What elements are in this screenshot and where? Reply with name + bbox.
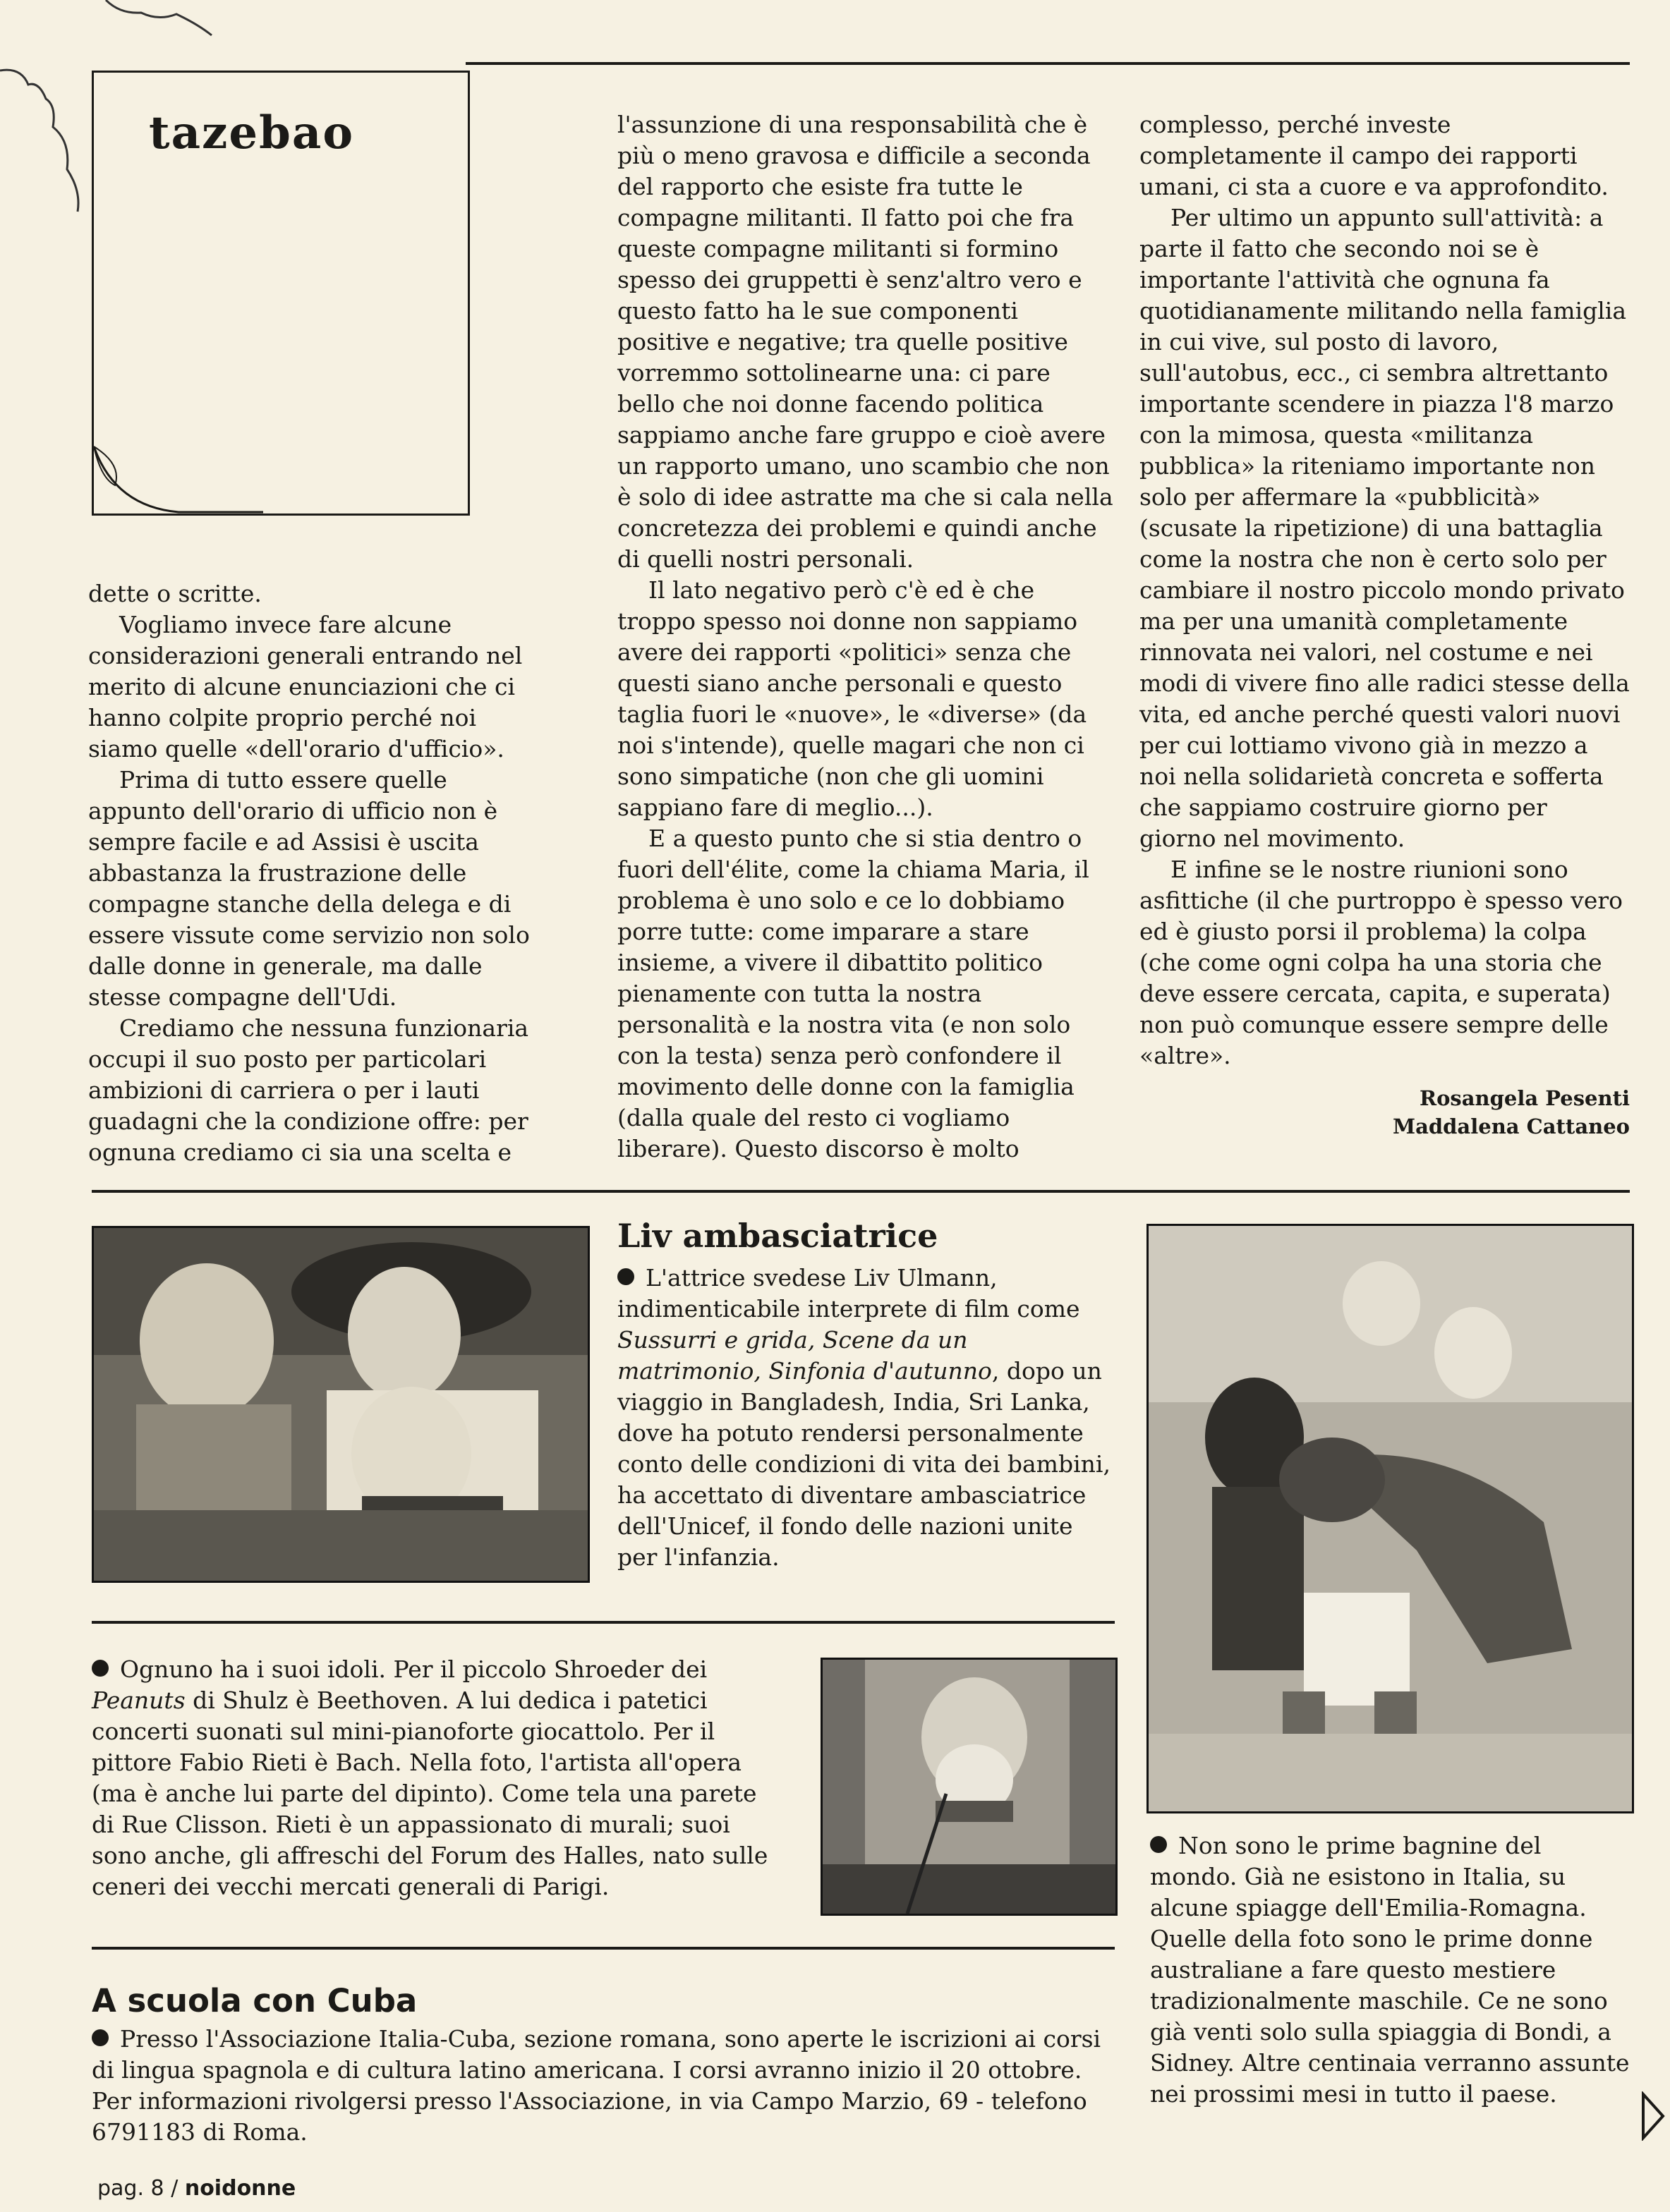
next-page-arrow-icon [1640, 2091, 1666, 2141]
page-number: pag. 8 [97, 2176, 164, 2201]
bullet-icon [617, 1268, 634, 1285]
article-paragraph: E infine se le nostre riunioni sono asfittiche (il che purtroppo è spesso vero ed è giusto porsi il problema) la colpa (che come ogni colpa ha una storia che deve essere cercata, capita, e superata) non può comunque essere sempre delle «altre». [1139, 856, 1623, 1069]
liv-films: Sussurri e grida, Scene da un matrimonio, Sinfonia d'autunno [617, 1326, 992, 1385]
bagnine-caption [1150, 1830, 1630, 2110]
bagnine-text: Non sono le prime bagnine del mondo. Già ne esistono in Italia, su alcune spiagge dell'Emilia-Romagna. Quelle della foto sono le prime donne australiane a fare questo mestiere tradizionalmente maschile. Ce ne sono già venti solo sulla spiaggia di Bondi, a Sidney. Altre centinaia verranno assunte nei prossimi mesi in tutto il paese. [1150, 1832, 1630, 2108]
magazine-name: noidonne [184, 2176, 296, 2201]
section-rule [92, 1621, 1115, 1624]
article-column-2 [617, 109, 1115, 1165]
liv-lead: L'attrice svedese Liv Ulmann, indimenticabile interprete di film come [617, 1264, 1080, 1323]
article-paragraph: Il lato negativo però c'è ed è che troppo spesso noi donne non sappiamo avere dei rapporti «politici» senza che questi siano anche personali e questo taglia fuori le «nuove», le «diverse» (da noi s'intende), quelle magari che non ci sono simpatiche (non che gli uomini sappiano fare di meglio...). [617, 576, 1087, 821]
signature-1: Rosangela Pesenti [1419, 1086, 1630, 1110]
tazebao-logo: tazebao [149, 107, 354, 159]
cuba-title: A scuola con Cuba [92, 1982, 418, 2019]
article-paragraph: dette o scritte. [88, 580, 262, 607]
rieti-caption [92, 1654, 783, 1902]
rieti-peanuts: Peanuts [92, 1687, 186, 1714]
footer-separator: / [171, 2176, 179, 2201]
cuba-caption [92, 2024, 1122, 2148]
tazebao-box [92, 71, 470, 516]
article-paragraph: Crediamo che nessuna funzionaria occupi il suo posto per particolari ambizioni di carriera o per i lauti guadagni che la condizione offre: per ognuna crediamo ci sia una scelta e [88, 1014, 529, 1166]
article-paragraph: Per ultimo un appunto sull'attività: a parte il fatto che secondo noi se è importante l'attività che ognuna fa quotidianamente militando nella famiglia in cui vive, sul posto di lavoro, sull'autobus, ecc., ci sembra altrettanto importante scendere in piazza l'8 marzo con la mimosa, questa «militanza pubblica» la riteniamo importante non solo per affermare la «pubblicità» (scusate la ripetizione) di una battaglia come la nostra che non è certo solo per cambiare il nostro piccolo mondo privato ma per una umanità completamente rinnovata nei valori, nel costume e nei modi di vivere fino alle radici stesse della vita, ed anche perché questi valori nuovi per cui lottiamo vivono già in mezzo a noi nella solidarietà concreta e sofferta che sappiamo costruire giorno per giorno nel movimento. [1139, 204, 1630, 852]
article-paragraph: complesso, perché investe completamente il campo dei rapporti umani, ci sta a cuore e va approfondito. [1139, 111, 1609, 200]
article-paragraph: E a questo punto che si stia dentro o fuori dell'élite, come la chiama Maria, il problema è uno solo e ce lo dobbiamo porre tutte: come imparare a stare insieme, a vivere il dibattito politico pienamente con tutta la nostra personalità e la nostra vita (e non solo con la testa) senza però confondere il movimento delle donne con la famiglia (dalla quale del resto ci vogliamo liberare). Questo discorso è molto [617, 825, 1089, 1162]
section-rule [92, 1190, 1630, 1193]
top-rule [466, 62, 1630, 65]
rieti-lead: Ognuno ha i suoi idoli. Per il piccolo Shroeder dei [120, 1655, 708, 1683]
rieti-mural-photo [821, 1658, 1118, 1916]
page-footer [97, 2176, 296, 2201]
liv-ullmann-photo [92, 1226, 590, 1583]
liv-title: Liv ambasciatrice [617, 1217, 938, 1255]
article-column-1 [88, 578, 550, 1168]
bullet-icon [92, 2029, 109, 2046]
signature-2: Maddalena Cattaneo [1392, 1114, 1630, 1138]
liv-caption [617, 1263, 1118, 1573]
article-paragraph: Vogliamo invece fare alcune considerazioni generali entrando nel merito di alcune enunciazioni che ci hanno colpite proprio perché noi siamo quelle «dell'orario d'ufficio». [88, 611, 523, 762]
rieti-rest: di Shulz è Beethoven. A lui dedica i patetici concerti suonati sul mini-pianoforte giocattolo. Per il pittore Fabio Rieti è Bach. Nella foto, l'artista all'opera (ma è anche lui parte del dipinto). Come tela una parete di Rue Clisson. Rieti è un appassionato di murali; suoi sono anche, gli affreschi del Forum des Halles, nato sulle ceneri dei vecchi mercati generali di Parigi. [92, 1687, 768, 1900]
liv-section [617, 1213, 1118, 1573]
section-rule [92, 1947, 1115, 1950]
article-paragraph: l'assunzione di una responsabilità che è più o meno gravosa e difficile a seconda del rapporto che esiste fra tutte le compagne militanti. Il fatto poi che fra queste compagne militanti si formino spesso dei gruppetti è senz'altro vero e questo fatto ha le sue componenti positive e negative; tra quelle positive vorremmo sottolinearne una: ci pare bello che noi donne facendo politica sappiamo anche fare gruppo e cioè avere un rapporto umano, uno scambio che non è solo di idee astratte ma che si cala nella concretezza dei problemi e quindi anche di quelli nostri personali. [617, 111, 1113, 573]
bullet-icon [92, 1660, 109, 1677]
article-column-3 [1139, 109, 1630, 1141]
liv-rest: , dopo un viaggio in Bangladesh, India, Sri Lanka, dove ha potuto rendersi personalmente conto delle condizioni di vita dei bambini, ha accettato di diventare ambasciatrice dell'Unicef, il fondo delle nazioni unite per l'infanzia. [617, 1357, 1111, 1571]
article-paragraph: Prima di tutto essere quelle appunto dell'orario di ufficio non è sempre facile e ad Assisi è uscita abbastanza la frustrazione delle compagne stanche della delega e di essere vissute come servizio non solo dalle donne in generale, ma dalle stesse compagne dell'Udi. [88, 766, 530, 1011]
page-curl-icon [94, 429, 263, 514]
bullet-icon [1150, 1836, 1167, 1853]
lifeguards-photo [1146, 1224, 1634, 1813]
cuba-text: Presso l'Associazione Italia-Cuba, sezione romana, sono aperte le iscrizioni ai corsi di lingua spagnola e di cultura latino americana. I corsi avranno inizio il 20 ottobre. Per informazioni rivolgersi presso l'Associazione, in via Campo Marzio, 69 - telefono 6791183 di Roma. [92, 2025, 1101, 2146]
cuba-section [92, 1979, 1122, 2148]
